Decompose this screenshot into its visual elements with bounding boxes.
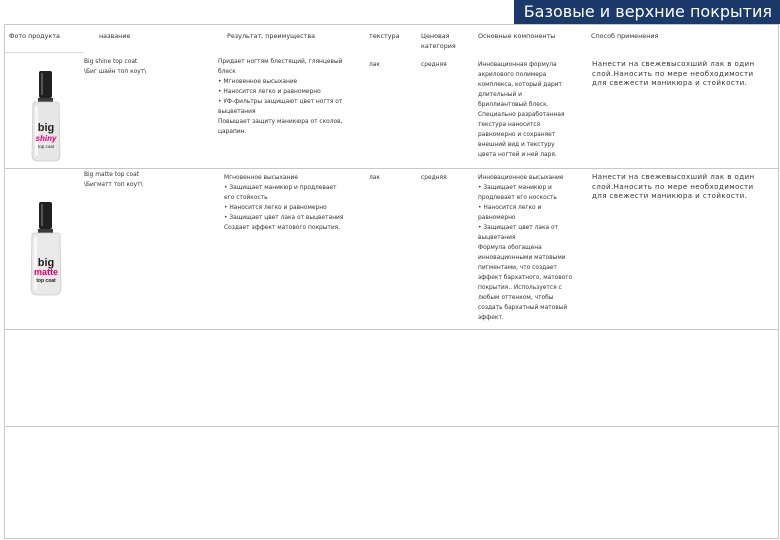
col-header-components: Основные компоненты	[478, 32, 556, 40]
product-photo-big-matte	[24, 200, 68, 300]
bottle-label-line-1: big	[37, 122, 55, 134]
col-header-usage: Способ применения	[591, 32, 659, 40]
empty-row-3	[5, 330, 778, 426]
col-header-name: название	[99, 32, 131, 40]
row-1-benefits: Придает ногтям блестящий, глянцевый блеск • Мгновенное высыхание • Наносится легко и равномерно • УФ-фильтры защищают цвет ногтя от выцветания Повышает защиту маникюра от сколов, царапин.	[218, 59, 343, 135]
col-header-photo: Фото продукта	[9, 32, 60, 40]
title-banner: Базовые и верхние покрытия	[514, 0, 780, 24]
row-2-components: Инновационное высыхание • Защищает маникюр и продлевает его носкость • Наносится легко и равномерно • Защищает цвет лака от выцветания Формула обогащена инновационными матовыми пигментами, что создает эффект бархатного, матового покрытия.. Используется с любым оттенком, чтобы создать бархатный матовый эффект.	[478, 175, 573, 321]
row-2-usage: Нанести на свежевысохший лак в один слой.Наносить по мере необходимости для свежести маникюра и стойкости.	[592, 172, 755, 201]
row-1-usage: Нанести на свежевысохший лак в один слой.Наносить по мере необходимости для свежести маникюра и стойкости.	[592, 59, 755, 88]
product-photo-big-shiny	[26, 69, 66, 165]
row-1-texture: лак	[369, 62, 380, 68]
row-2-price: средняя	[421, 175, 447, 181]
row-2-benefits: Мгновенное высыхание • Защищает маникюр и продлевает его стойкость • Наносится легко и равномерно • Защищает цвет лака от выцветания Создает эффект матового покрытия.	[224, 175, 344, 231]
bottle-label-line-3: top coat	[36, 278, 56, 284]
col-header-benefits: Результат, преимущества	[227, 32, 316, 40]
bottle-label-line-2: shiny	[35, 134, 57, 143]
row-1-price: средняя	[421, 62, 447, 68]
col-header-price: Ценовая категория	[421, 32, 456, 50]
products-table	[0, 24, 779, 539]
bottle-label-line-1: big	[37, 257, 55, 269]
row-1-name: Big shine top coat \Биг шайн топ коут\	[84, 59, 147, 75]
col-header-texture: текстура	[369, 32, 400, 40]
bottle-label-line-2: matte	[33, 267, 59, 277]
row-2-name: Big matte top coat \Бигматт топ коут\	[84, 172, 143, 188]
bottle-label-line-3: top coat	[37, 144, 55, 149]
row-1-components: Инновационная формула акрилового полимера комплекса, который дарит длительный и бриллиантовый блеск. Специально разработанная текстура наносится равномерно и сохраняет внешний вид и текстуру цвета ногтей и ней ларя.	[478, 62, 565, 158]
row-2-texture: лак	[369, 175, 380, 181]
empty-row-4	[5, 427, 778, 538]
